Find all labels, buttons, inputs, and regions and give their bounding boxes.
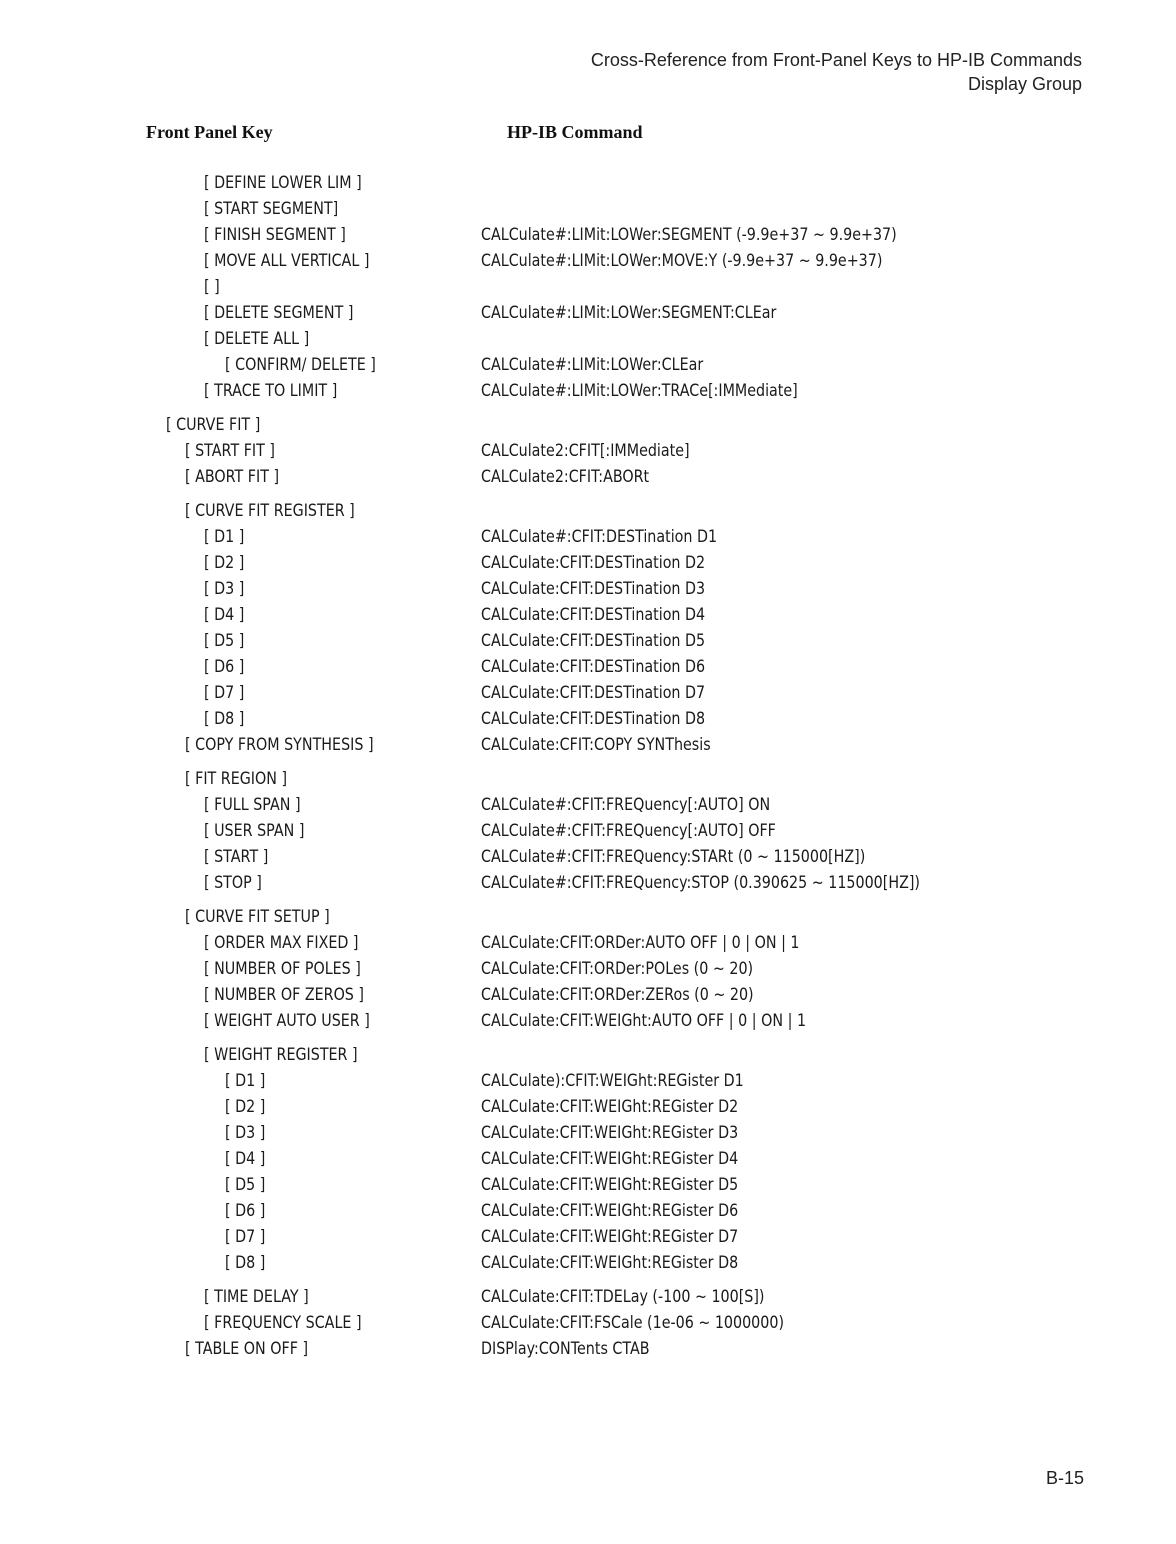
hpib-command: CALCulate#:LIMit:LOWer:TRACe[:IMMediate]	[481, 381, 798, 401]
front-panel-key: [ CONFIRM/ DELETE ]	[225, 355, 376, 375]
hpib-command: CALCulate:CFIT:FSCale (1e-06 ~ 1000000)	[481, 1313, 785, 1333]
front-panel-key: [ D8 ]	[225, 1253, 266, 1273]
front-panel-key: [ D2 ]	[225, 1097, 266, 1117]
front-panel-key: [ START FIT ]	[185, 441, 275, 461]
front-panel-key: [ D7 ]	[225, 1227, 266, 1247]
hpib-command: CALCulate2:CFIT:ABORt	[481, 467, 650, 487]
hpib-command: CALCulate:CFIT:ORDer:ZERos (0 ~ 20)	[481, 985, 754, 1005]
front-panel-key: [ D2 ]	[204, 553, 245, 573]
hpib-command: CALCulate:CFIT:WEIGht:REGister D5	[481, 1175, 739, 1195]
front-panel-key: [ FINISH SEGMENT ]	[204, 225, 346, 245]
front-panel-key: [ ABORT FIT ]	[185, 467, 280, 487]
front-panel-key: [ D7 ]	[204, 683, 245, 703]
front-panel-key: [ D3 ]	[225, 1123, 266, 1143]
front-panel-key: [ DELETE ALL ]	[204, 329, 310, 349]
hpib-command: CALCulate:CFIT:ORDer:AUTO OFF | 0 | ON | 1	[481, 933, 800, 953]
hpib-command: CALCulate#:LIMit:LOWer:SEGMENT:CLEar	[481, 303, 777, 323]
hpib-command: CALCulate:CFIT:WEIGht:REGister D7	[481, 1227, 739, 1247]
front-panel-key: [ NUMBER OF ZEROS ]	[204, 985, 364, 1005]
front-panel-key: [ COPY FROM SYNTHESIS ]	[185, 735, 374, 755]
front-panel-key: [ D1 ]	[204, 527, 245, 547]
hpib-command: CALCulate:CFIT:COPY SYNThesis	[481, 735, 711, 755]
front-panel-key: [ D6 ]	[204, 657, 245, 677]
front-panel-key: [ D5 ]	[204, 631, 245, 651]
hpib-command: CALCulate#:CFIT:FREQuency:STARt (0 ~ 115000[HZ])	[481, 847, 866, 867]
hpib-command: CALCulate:CFIT:TDELay (-100 ~ 100[S])	[481, 1287, 765, 1307]
hpib-command: CALCulate:CFIT:DESTination D3	[481, 579, 706, 599]
hpib-command: CALCulate:CFIT:DESTination D8	[481, 709, 706, 729]
hpib-command: CALCulate:CFIT:WEIGht:REGister D2	[481, 1097, 739, 1117]
header-title: Cross-Reference from Front-Panel Keys to HP-IB Commands	[590, 50, 1082, 70]
front-panel-key: [ D4 ]	[204, 605, 245, 625]
front-panel-key: [ CURVE FIT REGISTER ]	[185, 501, 355, 521]
hpib-command: CALCulate:CFIT:WEIGht:REGister D6	[481, 1201, 739, 1221]
hpib-command: CALCulate#:LIMit:LOWer:SEGMENT (-9.9e+37 ~ 9.9e+37)	[481, 225, 897, 245]
front-panel-key: [ TABLE ON OFF ]	[185, 1339, 309, 1359]
hpib-command: CALCulate:CFIT:DESTination D2	[481, 553, 706, 573]
front-panel-key: [ D6 ]	[225, 1201, 266, 1221]
front-panel-key: [ CURVE FIT ]	[166, 415, 261, 435]
hpib-command: DISPlay:CONTents CTAB	[481, 1339, 650, 1359]
front-panel-key: [ FREQUENCY SCALE ]	[204, 1313, 362, 1333]
front-panel-key: [ D3 ]	[204, 579, 245, 599]
front-panel-key: [ D8 ]	[204, 709, 245, 729]
front-panel-key: [ D1 ]	[225, 1071, 266, 1091]
hpib-command: CALCulate:CFIT:DESTination D7	[481, 683, 706, 703]
front-panel-key: [ TRACE TO LIMIT ]	[204, 381, 338, 401]
front-panel-key: [ STOP ]	[204, 873, 262, 893]
hpib-command: CALCulate):CFIT:WEIGht:REGister D1	[481, 1071, 744, 1091]
hpib-command: CALCulate#:LIMit:LOWer:CLEar	[481, 355, 704, 375]
front-panel-key: [ ORDER MAX FIXED ]	[204, 933, 359, 953]
header-subtitle: Display Group	[967, 74, 1082, 94]
hpib-command: CALCulate:CFIT:WEIGht:AUTO OFF | 0 | ON | 1	[481, 1011, 807, 1031]
hpib-command: CALCulate:CFIT:DESTination D4	[481, 605, 706, 625]
front-panel-key: [ START SEGMENT]	[204, 199, 339, 219]
column-heading-command: HP-IB Command	[507, 122, 643, 142]
front-panel-key: [ ]	[204, 277, 220, 297]
front-panel-key: [ MOVE ALL VERTICAL ]	[204, 251, 370, 271]
hpib-command: CALCulate:CFIT:DESTination D6	[481, 657, 706, 677]
front-panel-key: [ NUMBER OF POLES ]	[204, 959, 361, 979]
column-heading-key: Front Panel Key	[146, 122, 273, 142]
front-panel-key: [ DELETE SEGMENT ]	[204, 303, 354, 323]
front-panel-key: [ D5 ]	[225, 1175, 266, 1195]
front-panel-key: [ USER SPAN ]	[204, 821, 305, 841]
front-panel-key: [ WEIGHT AUTO USER ]	[204, 1011, 370, 1031]
front-panel-key: [ FIT REGION ]	[185, 769, 288, 789]
front-panel-key: [ WEIGHT REGISTER ]	[204, 1045, 358, 1065]
hpib-command: CALCulate#:CFIT:FREQuency:STOP (0.390625 ~ 115000[HZ])	[481, 873, 920, 893]
front-panel-key: [ START ]	[204, 847, 269, 867]
hpib-command: CALCulate:CFIT:WEIGht:REGister D4	[481, 1149, 739, 1169]
hpib-command: CALCulate:CFIT:WEIGht:REGister D3	[481, 1123, 739, 1143]
hpib-command: CALCulate#:CFIT:FREQuency[:AUTO] ON	[481, 795, 771, 815]
front-panel-key: [ TIME DELAY ]	[204, 1287, 309, 1307]
page-number: B-15	[1045, 1468, 1084, 1488]
hpib-command: CALCulate:CFIT:WEIGht:REGister D8	[481, 1253, 739, 1273]
hpib-command: CALCulate#:CFIT:FREQuency[:AUTO] OFF	[481, 821, 776, 841]
hpib-command: CALCulate2:CFIT[:IMMediate]	[481, 441, 690, 461]
front-panel-key: [ CURVE FIT SETUP ]	[185, 907, 330, 927]
hpib-command: CALCulate#:CFIT:DESTination D1	[481, 527, 718, 547]
hpib-command: CALCulate#:LIMit:LOWer:MOVE:Y (-9.9e+37 ~ 9.9e+37)	[481, 251, 883, 271]
hpib-command: CALCulate:CFIT:DESTination D5	[481, 631, 706, 651]
front-panel-key: [ D4 ]	[225, 1149, 266, 1169]
front-panel-key: [ FULL SPAN ]	[204, 795, 301, 815]
hpib-command: CALCulate:CFIT:ORDer:POLes (0 ~ 20)	[481, 959, 754, 979]
front-panel-key: [ DEFINE LOWER LIM ]	[204, 173, 362, 193]
